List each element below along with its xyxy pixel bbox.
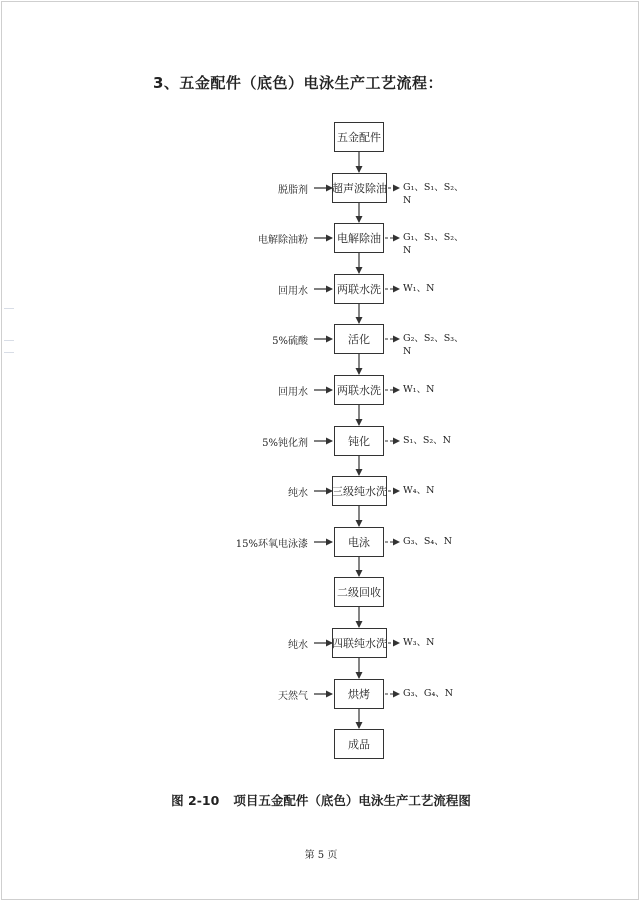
emission-label (403, 282, 434, 295)
process-step-box: 两联水洗 (334, 274, 384, 304)
emission-label (403, 484, 434, 497)
input-material-label: 电解除油粉 (258, 235, 308, 246)
emission-line: W₁、N (403, 283, 435, 294)
emission-line: G₂、S₂、S₃、 (403, 333, 464, 344)
input-material-label: 纯水 (288, 488, 308, 499)
input-material-label: 脱脂剂 (278, 185, 308, 196)
emission-label (403, 383, 434, 396)
process-step-box: 四联纯水洗 (332, 628, 387, 658)
figure-title: 项目五金配件（底色）电泳生产工艺流程图 (233, 793, 471, 808)
process-step-box: 两联水洗 (334, 375, 384, 405)
emission-line: G₃、S₄、N (403, 536, 453, 547)
process-step-box: 活化 (334, 324, 384, 354)
emission-line: W₃、N (403, 637, 435, 648)
emission-label (403, 332, 464, 358)
page-number: 第 5 页 (304, 850, 338, 861)
emission-line: N (403, 245, 412, 256)
process-step-box: 烘烤 (334, 679, 384, 709)
emission-line: W₄、N (403, 485, 435, 496)
emission-label (403, 231, 464, 257)
emission-label (403, 636, 434, 649)
input-material-label: 回用水 (278, 387, 308, 398)
emission-line: N (403, 346, 412, 357)
process-step-box: 电泳 (334, 527, 384, 557)
process-step-box: 电解除油 (334, 223, 384, 253)
emission-line: W₁、N (403, 384, 435, 395)
input-material-label: 纯水 (288, 640, 308, 651)
emission-line: G₁、S₁、S₂、 (403, 232, 464, 243)
input-material-label: 5%钝化剂 (262, 438, 308, 449)
section-heading: 3、五金配件（底色）电泳生产工艺流程： (153, 74, 443, 92)
process-step-box: 超声波除油 (332, 173, 387, 203)
figure-caption (0, 791, 642, 809)
emission-label (403, 434, 451, 447)
input-material-label: 天然气 (278, 691, 308, 702)
emission-label (403, 687, 453, 700)
input-material-label: 15%环氧电泳漆 (235, 539, 308, 550)
process-step-box: 二级回收 (334, 577, 384, 607)
emission-label (403, 535, 452, 548)
emission-line: G₃、G₄、N (403, 688, 454, 699)
figure-number: 图 2-10 (171, 793, 220, 808)
emission-label (403, 181, 464, 207)
input-material-label: 5%硫酸 (272, 336, 308, 347)
process-step-box: 五金配件 (334, 122, 384, 152)
emission-line: N (403, 195, 412, 206)
process-step-box: 成品 (334, 729, 384, 759)
process-step-box: 三级纯水洗 (332, 476, 387, 506)
emission-line: S₁、S₂、N (403, 435, 451, 446)
input-material-label: 回用水 (278, 286, 308, 297)
emission-line: G₁、S₁、S₂、 (403, 182, 464, 193)
process-step-box: 钝化 (334, 426, 384, 456)
